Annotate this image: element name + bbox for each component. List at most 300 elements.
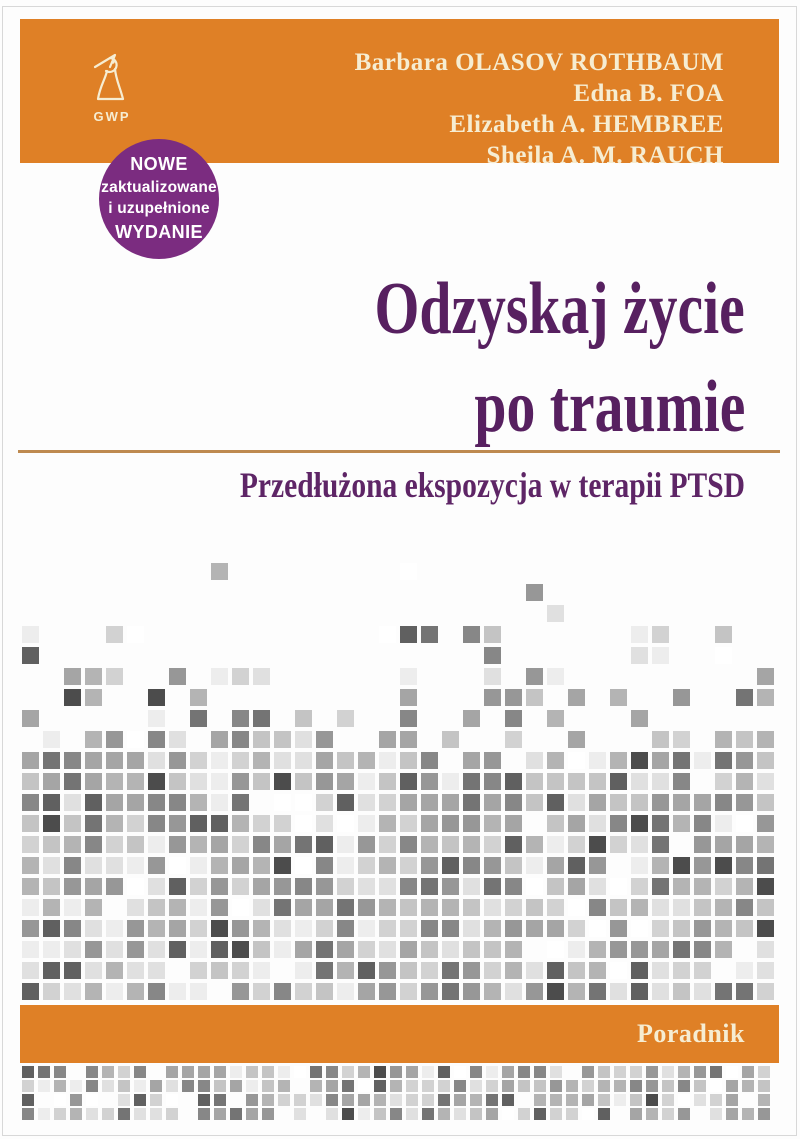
mosaic-tile (715, 857, 732, 874)
mosaic-tile (589, 962, 606, 979)
mosaic-tile (484, 752, 501, 769)
mosaic-tile (673, 899, 690, 916)
mosaic-tile (310, 1094, 322, 1106)
mosaic-tile (70, 1094, 82, 1106)
mosaic-tile (295, 899, 312, 916)
mosaic-tile (726, 1080, 738, 1092)
mosaic-tile (694, 983, 711, 1000)
mosaic-tile (198, 1066, 210, 1078)
mosaic-tile (43, 962, 60, 979)
mosaic-tile (43, 920, 60, 937)
mosaic-tile (673, 815, 690, 832)
mosaic-tile (316, 836, 333, 853)
mosaic-tile (127, 941, 144, 958)
mosaic-tile (358, 1080, 370, 1092)
mosaic-tile (758, 1080, 770, 1092)
mosaic-tile (547, 899, 564, 916)
mosaic-tile (169, 878, 186, 895)
mosaic-tile (484, 920, 501, 937)
mosaic-tile (232, 836, 249, 853)
mosaic-tile (566, 1080, 578, 1092)
mosaic-tile (406, 1080, 418, 1092)
mosaic-tile (694, 941, 711, 958)
mosaic-tile (526, 668, 543, 685)
mosaic-tile (673, 794, 690, 811)
mosaic-tile (589, 836, 606, 853)
mosaic-tile (211, 815, 228, 832)
mosaic-tile (22, 878, 39, 895)
mosaic-tile (102, 1066, 114, 1078)
mosaic-tile (715, 752, 732, 769)
mosaic-tile (64, 941, 81, 958)
mosaic-tile (190, 815, 207, 832)
mosaic-tile (295, 731, 312, 748)
mosaic-tile (43, 836, 60, 853)
mosaic-tile (715, 836, 732, 853)
mosaic-tile (484, 983, 501, 1000)
mosaic-tile (547, 920, 564, 937)
mosaic-tile (64, 794, 81, 811)
mosaic-tile (518, 1108, 530, 1120)
mosaic-tile (547, 710, 564, 727)
mosaic-tile (484, 899, 501, 916)
mosaic-tile (505, 920, 522, 937)
mosaic-tile (134, 1094, 146, 1106)
mosaic-tile (232, 752, 249, 769)
mosaic-tile (421, 857, 438, 874)
mosaic-tile (715, 941, 732, 958)
mosaic-tile (662, 1108, 674, 1120)
mosaic-tile (673, 962, 690, 979)
mosaic-tile (127, 773, 144, 790)
mosaic-tile (550, 1108, 562, 1120)
mosaic-tile (673, 941, 690, 958)
mosaic-tile (715, 899, 732, 916)
mosaic-tile (190, 941, 207, 958)
mosaic-tile (526, 836, 543, 853)
mosaic-tile (582, 1080, 594, 1092)
mosaic-tile (106, 857, 123, 874)
mosaic-tile (85, 815, 102, 832)
mosaic-tile (422, 1108, 434, 1120)
mosaic-tile (463, 899, 480, 916)
mosaic-tile (486, 1080, 498, 1092)
mosaic-tile (127, 920, 144, 937)
mosaic-tile (22, 899, 39, 916)
mosaic-tile (484, 857, 501, 874)
mosaic-tile (127, 857, 144, 874)
mosaic-tile (190, 857, 207, 874)
mosaic-tile (86, 1066, 98, 1078)
mosaic-tile (246, 1094, 258, 1106)
author-name: Sheila A. M. RAUCH (486, 142, 724, 169)
mosaic-tile (652, 857, 669, 874)
mosaic-tile (43, 731, 60, 748)
mosaic-tile (652, 920, 669, 937)
mosaic-tile (43, 857, 60, 874)
mosaic-tile (757, 752, 774, 769)
mosaic-tile (148, 794, 165, 811)
mosaic-tile (253, 878, 270, 895)
mosaic-tile (169, 836, 186, 853)
mosaic-tile (484, 941, 501, 958)
mosaic-tile (379, 962, 396, 979)
mosaic-tile (70, 1080, 82, 1092)
mosaic-tile (274, 857, 291, 874)
mosaic-tile (106, 836, 123, 853)
mosaic-tile (400, 815, 417, 832)
mosaic-tile (294, 1108, 306, 1120)
mosaic-tile (757, 815, 774, 832)
mosaic-tile (526, 857, 543, 874)
mosaic-tile (715, 626, 732, 643)
mosaic-tile (85, 668, 102, 685)
mosaic-tile (463, 983, 480, 1000)
mosaic-tile (694, 1094, 706, 1106)
mosaic-tile (502, 1080, 514, 1092)
book-title-line2: po traumie (474, 366, 745, 448)
mosaic-tile (631, 773, 648, 790)
mosaic-tile (534, 1108, 546, 1120)
mosaic-tile (694, 1080, 706, 1092)
mosaic-tile (757, 899, 774, 916)
mosaic-tile (589, 983, 606, 1000)
mosaic-tile (505, 941, 522, 958)
mosaic-tile (295, 962, 312, 979)
mosaic-tile (438, 1080, 450, 1092)
mosaic-tile (127, 752, 144, 769)
mosaic-tile (757, 962, 774, 979)
mosaic-tile (102, 1080, 114, 1092)
mosaic-tile (118, 1094, 130, 1106)
mosaic-tile (148, 815, 165, 832)
mosaic-tile (652, 983, 669, 1000)
mosaic-tile (379, 899, 396, 916)
mosaic-tile (631, 941, 648, 958)
mosaic-tile (379, 752, 396, 769)
mosaic-tile (631, 878, 648, 895)
mosaic-tile (673, 920, 690, 937)
mosaic-tile (169, 857, 186, 874)
mosaic-tile (64, 857, 81, 874)
mosaic-tile (232, 668, 249, 685)
mosaic-tile (337, 794, 354, 811)
mosaic-tile (442, 836, 459, 853)
mosaic-tile (274, 878, 291, 895)
mosaic-tile (295, 983, 312, 1000)
mosaic-tile (598, 1108, 610, 1120)
mosaic-tile (484, 815, 501, 832)
mosaic-tile (463, 836, 480, 853)
mosaic-tile (150, 1108, 162, 1120)
mosaic-tile (442, 731, 459, 748)
mosaic-tile (526, 584, 543, 601)
mosaic-tile (442, 983, 459, 1000)
mosaic-tile (253, 773, 270, 790)
mosaic-tile (230, 1066, 242, 1078)
mosaic-tile (400, 878, 417, 895)
mosaic-tile (86, 1108, 98, 1120)
mosaic-tile (278, 1080, 290, 1092)
mosaic-tile (64, 878, 81, 895)
mosaic-tile (232, 773, 249, 790)
mosaic-tile (710, 1108, 722, 1120)
mosaic-tile (442, 857, 459, 874)
mosaic-tile (470, 1108, 482, 1120)
mosaic-tile (22, 920, 39, 937)
mosaic-tile (568, 794, 585, 811)
mosaic-tile (106, 920, 123, 937)
mosaic-tile (262, 1066, 274, 1078)
mosaic-tile (463, 710, 480, 727)
mosaic-tile (169, 773, 186, 790)
mosaic-tile (614, 1080, 626, 1092)
mosaic-tile (22, 794, 39, 811)
mosaic-tile (64, 668, 81, 685)
mosaic-tile (400, 626, 417, 643)
book-title-line1: Odzyskaj życie (374, 268, 745, 350)
mosaic-tile (610, 920, 627, 937)
mosaic-tile (630, 1066, 642, 1078)
mosaic-tile (673, 773, 690, 790)
mosaic-tile (631, 794, 648, 811)
mosaic-tile (295, 815, 312, 832)
mosaic-tile (652, 626, 669, 643)
mosaic-tile (38, 1108, 50, 1120)
mosaic-tile (568, 752, 585, 769)
mosaic-tile (547, 752, 564, 769)
mosaic-tile (421, 983, 438, 1000)
mosaic-tile (673, 857, 690, 874)
mosaic-tile (22, 962, 39, 979)
mosaic-tile (211, 794, 228, 811)
mosaic-tile (43, 752, 60, 769)
mosaic-tile (678, 1108, 690, 1120)
mosaic-tile (316, 815, 333, 832)
mosaic-tile (610, 815, 627, 832)
mosaic-tile (295, 878, 312, 895)
mosaic-tile (484, 878, 501, 895)
mosaic-tile (106, 983, 123, 1000)
mosaic-tile (662, 1080, 674, 1092)
mosaic-tile (631, 647, 648, 664)
mosaic-tile (379, 920, 396, 937)
mosaic-tile (379, 878, 396, 895)
mosaic-tile (295, 941, 312, 958)
mosaic-tile (442, 962, 459, 979)
mosaic-tile (337, 899, 354, 916)
mosaic-tile (631, 962, 648, 979)
mosaic-tile (610, 983, 627, 1000)
mosaic-tile (22, 1094, 34, 1106)
mosaic-tile (710, 1066, 722, 1078)
mosaic-tile (127, 878, 144, 895)
mosaic-tile (316, 752, 333, 769)
mosaic-tile (106, 962, 123, 979)
mosaic-tile (505, 857, 522, 874)
mosaic-tile (502, 1066, 514, 1078)
mosaic-tile (421, 836, 438, 853)
mosaic-tile (253, 836, 270, 853)
mosaic-tile (589, 899, 606, 916)
mosaic-tile (85, 794, 102, 811)
mosaic-tile (550, 1080, 562, 1092)
mosaic-tile (726, 1094, 738, 1106)
mosaic-tile (442, 773, 459, 790)
mosaic-tile (736, 920, 753, 937)
book-subtitle: Przedłużona ekspozycja w terapii PTSD (239, 465, 745, 505)
mosaic-tile (64, 962, 81, 979)
mosaic-tile (631, 920, 648, 937)
mosaic-tile (463, 752, 480, 769)
mosaic-tile (505, 731, 522, 748)
mosaic-tile (54, 1066, 66, 1078)
mosaic-tile (757, 773, 774, 790)
mosaic-tile (652, 899, 669, 916)
mosaic-tile (454, 1066, 466, 1078)
mosaic-tile (610, 899, 627, 916)
mosaic-tile (64, 815, 81, 832)
mosaic-tile (736, 794, 753, 811)
mosaic-tile (454, 1094, 466, 1106)
mosaic-tile (736, 731, 753, 748)
mosaic-tile (715, 773, 732, 790)
mosaic-tile (526, 920, 543, 937)
mosaic-tile (295, 752, 312, 769)
mosaic-tile (166, 1080, 178, 1092)
mosaic-tile (568, 920, 585, 937)
mosaic-tile (598, 1080, 610, 1092)
mosaic-tile (127, 794, 144, 811)
mosaic-tile (274, 794, 291, 811)
divider-rule (18, 450, 780, 453)
mosaic-tile (470, 1080, 482, 1092)
mosaic-tile (214, 1066, 226, 1078)
author-name: Edna B. FOA (573, 80, 724, 107)
mosaic-tile (486, 1094, 498, 1106)
mosaic-tile (421, 794, 438, 811)
mosaic-tile (715, 794, 732, 811)
mosaic-tile (652, 878, 669, 895)
mosaic-tile (316, 899, 333, 916)
mosaic-tile (463, 815, 480, 832)
mosaic-tile (169, 941, 186, 958)
mosaic-tile (589, 815, 606, 832)
mosaic-tile (274, 752, 291, 769)
mosaic-tile (278, 1094, 290, 1106)
mosaic-tile (342, 1094, 354, 1106)
mosaic-tile (757, 794, 774, 811)
mosaic-tile (614, 1094, 626, 1106)
mosaic-tile (211, 857, 228, 874)
mosaic-tile (694, 878, 711, 895)
mosaic-tile (43, 878, 60, 895)
mosaic-tile (274, 836, 291, 853)
mosaic-tile (337, 962, 354, 979)
mosaic-tile (190, 983, 207, 1000)
mosaic-tile (106, 815, 123, 832)
mosaic-tile (43, 815, 60, 832)
mosaic-tile (54, 1080, 66, 1092)
publisher-logo (84, 53, 140, 127)
mosaic-tile (262, 1108, 274, 1120)
mosaic-tile (484, 962, 501, 979)
mosaic-tile (337, 878, 354, 895)
mosaic-tile (610, 941, 627, 958)
mosaic-tile (694, 962, 711, 979)
mosaic-tile (337, 836, 354, 853)
mosaic-tile (534, 1066, 546, 1078)
mosaic-tile (715, 731, 732, 748)
mosaic-tile (646, 1108, 658, 1120)
mosaic-tile (484, 626, 501, 643)
mosaic-tile (400, 983, 417, 1000)
mosaic-tile (400, 794, 417, 811)
mosaic-tile (230, 1108, 242, 1120)
mosaic-tile (190, 710, 207, 727)
mosaic-tile (646, 1066, 658, 1078)
mosaic-tile (118, 1080, 130, 1092)
mosaic-tile (673, 878, 690, 895)
mosaic-tile (148, 941, 165, 958)
mosaic-tile (253, 941, 270, 958)
mosaic-tile (22, 626, 39, 643)
mosaic-tile (505, 878, 522, 895)
mosaic-tile (43, 941, 60, 958)
mosaic-tile (662, 1094, 674, 1106)
mosaic-tile (43, 983, 60, 1000)
mosaic-tile (22, 836, 39, 853)
mosaic-tile (652, 647, 669, 664)
mosaic-tile (253, 668, 270, 685)
mosaic-tile (64, 836, 81, 853)
mosaic-tile (310, 1066, 322, 1078)
mosaic-tile (342, 1080, 354, 1092)
mosaic-tile (166, 1094, 178, 1106)
mosaic-tile (54, 1108, 66, 1120)
mosaic-tile (678, 1066, 690, 1078)
new-edition-badge (99, 139, 219, 259)
mosaic-tile (486, 1066, 498, 1078)
mosaic-tile (442, 794, 459, 811)
mosaic-tile (421, 899, 438, 916)
mosaic-tile (253, 752, 270, 769)
mosaic-tile (232, 857, 249, 874)
mosaic-tile (757, 983, 774, 1000)
mosaic-tile (169, 668, 186, 685)
mosaic-tile (568, 941, 585, 958)
mosaic-tile (274, 983, 291, 1000)
mosaic-tile (758, 1066, 770, 1078)
mosaic-tile (610, 794, 627, 811)
mosaic-tile (148, 983, 165, 1000)
mosaic-tile (757, 689, 774, 706)
mosaic-tile (246, 1066, 258, 1078)
mosaic-tile (390, 1066, 402, 1078)
mosaic-tile (246, 1108, 258, 1120)
mosaic-tile (442, 815, 459, 832)
mosaic-tile (736, 962, 753, 979)
mosaic-tile (211, 899, 228, 916)
author-name: Elizabeth A. HEMBREE (449, 111, 724, 138)
mosaic-tile (736, 983, 753, 1000)
mosaic-tile (64, 752, 81, 769)
mosaic-tile (610, 836, 627, 853)
mosaic-tile (190, 899, 207, 916)
mosaic-tile (400, 710, 417, 727)
mosaic-tile (232, 878, 249, 895)
mosaic-tile (358, 815, 375, 832)
